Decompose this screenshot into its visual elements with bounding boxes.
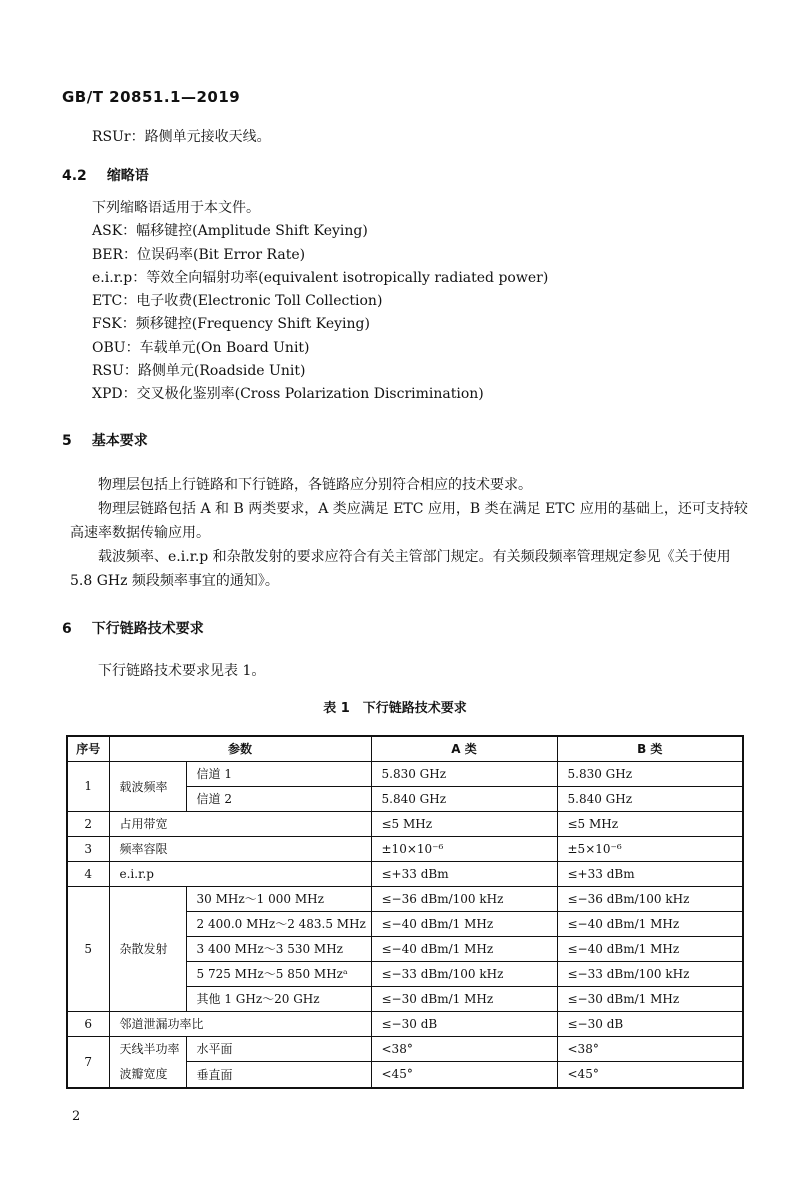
param-sub: 其他 1 GHz～20 GHz: [186, 986, 371, 1011]
value-b: ≤5 MHz: [557, 811, 743, 836]
downlink-requirements-table: [66, 735, 744, 1089]
value-a: ≤−40 dBm/1 MHz: [371, 936, 557, 961]
value-b: ≤+33 dBm: [557, 861, 743, 886]
standard-number: GB/T 20851.1—2019: [62, 88, 241, 106]
header-cell: B 类: [557, 736, 743, 761]
value-a: ≤−30 dBm/1 MHz: [371, 986, 557, 1011]
paragraph: 载波频率、e.i.r.p 和杂散发射的要求应符合有关主管部门规定。有关频段频率管理规定参见《关于使用 5.8 GHz 频段频率事宜的通知》。: [70, 549, 731, 589]
param-name: 占用带宽: [109, 811, 371, 836]
list-item: RSU：路侧单元(Roadside Unit): [92, 363, 306, 380]
value-b: 5.830 GHz: [557, 761, 743, 786]
value-a: ≤−36 dBm/100 kHz: [371, 886, 557, 911]
table-row: [67, 811, 743, 836]
table-row: [67, 761, 743, 786]
section-title: 基本要求: [91, 433, 148, 449]
list-item: ETC：电子收费(Electronic Toll Collection): [92, 293, 383, 310]
section-6-body: 下行链路技术要求见表 1。: [98, 663, 266, 679]
table-row: [67, 1011, 743, 1036]
list-item: OBU：车载单元(On Board Unit): [92, 339, 310, 356]
param-name: 邻道泄漏功率比: [109, 1011, 371, 1036]
param-sub: 信道 2: [186, 786, 371, 811]
param-name: 载波频率: [109, 761, 186, 811]
row-number: 4: [67, 861, 109, 886]
param-sub: 信道 1: [186, 761, 371, 786]
value-a: ≤−33 dBm/100 kHz: [371, 961, 557, 986]
table-row: [67, 836, 743, 861]
section-number: 5: [62, 433, 72, 449]
page-number: 2: [72, 1109, 81, 1124]
list-item: BER：位误码率(Bit Error Rate): [92, 246, 306, 263]
table-row: [67, 861, 743, 886]
param-name: [109, 1036, 186, 1088]
list-item: FSK：频移键控(Frequency Shift Keying): [92, 316, 370, 333]
param-name: 频率容限: [109, 836, 371, 861]
param-name: 杂散发射: [109, 886, 186, 1011]
section-number: 4.2: [62, 168, 87, 184]
param-name: e.i.r.p: [109, 861, 371, 886]
value-b: <38°: [557, 1036, 743, 1062]
value-a: ≤+33 dBm: [371, 861, 557, 886]
value-b: ≤−40 dBm/1 MHz: [557, 936, 743, 961]
abbreviation-list: [92, 197, 548, 407]
value-b: ≤−30 dB: [557, 1011, 743, 1036]
section-5-heading: [62, 430, 148, 450]
value-a: 5.830 GHz: [371, 761, 557, 786]
param-sub: 30 MHz～1 000 MHz: [186, 886, 371, 911]
value-b: ≤−36 dBm/100 kHz: [557, 886, 743, 911]
param-sub: 5 725 MHz～5 850 MHzᵃ: [186, 961, 371, 986]
header-cell: 序号: [67, 736, 109, 761]
value-a: ±10×10⁻⁶: [371, 836, 557, 861]
abbr-intro: 下列缩略语适用于本文件。: [92, 200, 260, 216]
section-number: 6: [62, 621, 72, 637]
row-number: 1: [67, 761, 109, 811]
value-b: <45°: [557, 1062, 743, 1088]
param-sub: 2 400.0 MHz～2 483.5 MHz: [186, 911, 371, 936]
row-number: 5: [67, 886, 109, 1011]
rsu-definition: RSUr：路侧单元接收天线。: [92, 129, 271, 145]
header-cell: A 类: [371, 736, 557, 761]
param-sub: 3 400 MHz～3 530 MHz: [186, 936, 371, 961]
row-number: 6: [67, 1011, 109, 1036]
value-a: ≤5 MHz: [371, 811, 557, 836]
param-sub: 水平面: [186, 1036, 371, 1062]
section-title: 下行链路技术要求: [91, 621, 204, 637]
value-b: ±5×10⁻⁶: [557, 836, 743, 861]
value-a: ≤−30 dB: [371, 1011, 557, 1036]
value-b: 5.840 GHz: [557, 786, 743, 811]
param-name-line: 天线半功率: [119, 1041, 180, 1056]
param-sub: 垂直面: [186, 1062, 371, 1088]
table-row: [67, 1036, 743, 1062]
list-item: XPD：交叉极化鉴别率(Cross Polarization Discrimination): [92, 386, 484, 403]
paragraph: 物理层包括上行链路和下行链路，各链路应分别符合相应的技术要求。: [98, 477, 532, 493]
value-a: ≤−40 dBm/1 MHz: [371, 911, 557, 936]
value-b: ≤−33 dBm/100 kHz: [557, 961, 743, 986]
value-a: <45°: [371, 1062, 557, 1088]
value-a: <38°: [371, 1036, 557, 1062]
section-4-2-heading: [62, 165, 149, 185]
row-number: 2: [67, 811, 109, 836]
value-b: ≤−30 dBm/1 MHz: [557, 986, 743, 1011]
section-6-heading: [62, 618, 204, 638]
section-5-body: [70, 473, 750, 593]
value-a: 5.840 GHz: [371, 786, 557, 811]
paragraph: 物理层链路包括 A 和 B 两类要求，A 类应满足 ETC 应用，B 类在满足 ETC 应用的基础上，还可支持较高速率数据传输应用。: [70, 501, 748, 541]
list-item: e.i.r.p：等效全向辐射功率(equivalent isotropically radiated power): [92, 269, 549, 286]
row-number: 3: [67, 836, 109, 861]
table-row: [67, 886, 743, 911]
table-header-row: [67, 736, 743, 761]
table-caption: 表 1 下行链路技术要求: [323, 701, 467, 716]
list-item: ASK：幅移键控(Amplitude Shift Keying): [92, 223, 368, 240]
value-b: ≤−40 dBm/1 MHz: [557, 911, 743, 936]
section-title: 缩略语: [106, 168, 149, 184]
header-cell: 参数: [109, 736, 371, 761]
row-number: 7: [67, 1036, 109, 1088]
param-name-line: 波瓣宽度: [119, 1066, 168, 1081]
